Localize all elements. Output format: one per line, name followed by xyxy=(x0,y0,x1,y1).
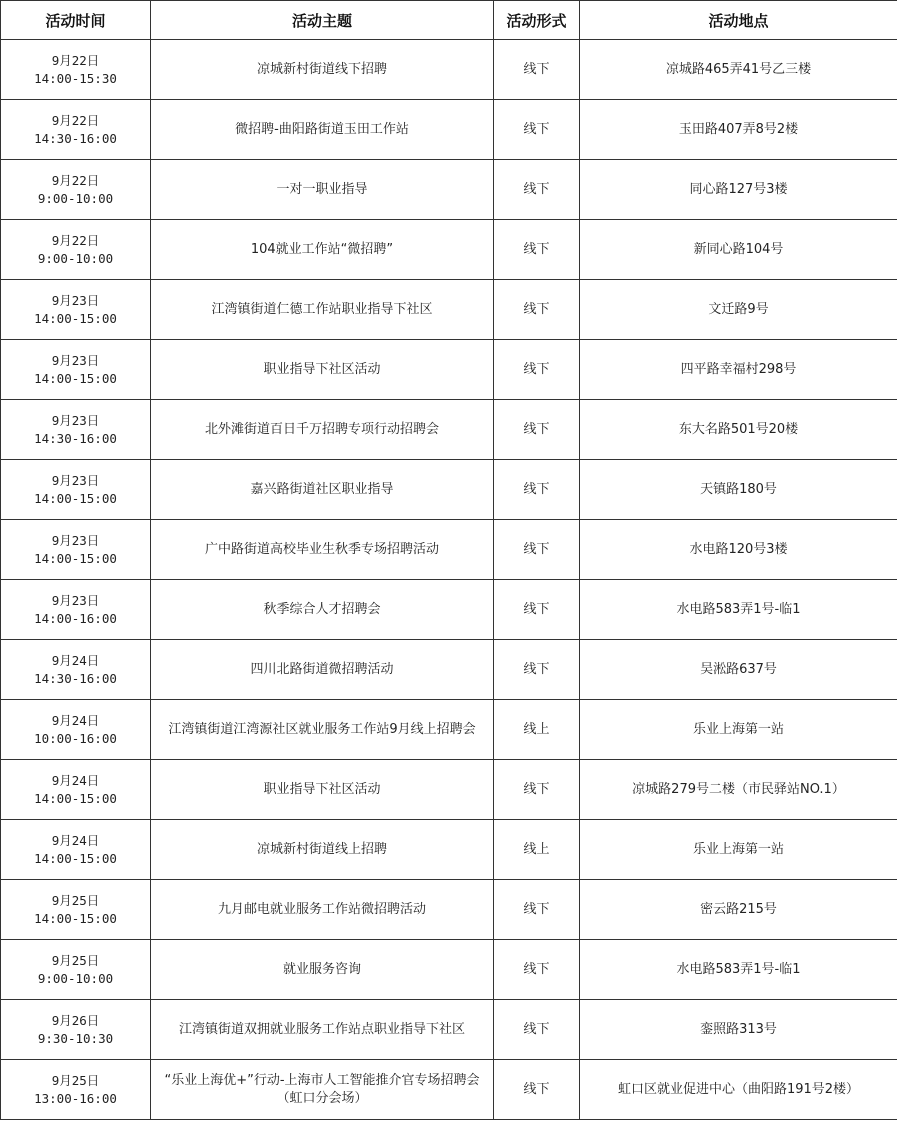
table-row xyxy=(1,760,897,820)
cell-theme: 广中路街道高校毕业生秋季专场招聘活动 xyxy=(151,520,494,580)
activity-time: 14:00-15:00 xyxy=(34,370,117,386)
cell-form: 线下 xyxy=(494,520,580,580)
table-row xyxy=(1,220,897,280)
cell-location: 密云路215号 xyxy=(580,880,897,940)
cell-time xyxy=(1,400,151,460)
cell-form: 线下 xyxy=(494,220,580,280)
activity-time: 14:00-15:00 xyxy=(34,550,117,566)
cell-time xyxy=(1,820,151,880)
cell-form: 线下 xyxy=(494,640,580,700)
cell-theme: 江湾镇街道双拥就业服务工作站点职业指导下社区 xyxy=(151,1000,494,1060)
cell-location: 吴淞路637号 xyxy=(580,640,897,700)
activity-time: 14:00-15:00 xyxy=(34,850,117,866)
cell-theme: 104就业工作站“微招聘” xyxy=(151,220,494,280)
activity-date: 9月23日 xyxy=(51,472,100,488)
activity-time: 14:30-16:00 xyxy=(34,130,117,146)
activity-time: 14:00-15:30 xyxy=(34,70,117,86)
cell-location: 水电路583弄1号-临1 xyxy=(580,940,897,1000)
cell-theme: 凉城新村街道线上招聘 xyxy=(151,820,494,880)
header-location: 活动地点 xyxy=(580,1,897,40)
activity-time: 14:00-15:00 xyxy=(34,790,117,806)
table-row xyxy=(1,940,897,1000)
activity-date: 9月22日 xyxy=(51,232,100,248)
table-row xyxy=(1,1000,897,1060)
activity-date: 9月24日 xyxy=(51,832,100,848)
cell-location: 四平路幸福村298号 xyxy=(580,340,897,400)
activity-time: 14:00-15:00 xyxy=(34,490,117,506)
cell-form: 线上 xyxy=(494,820,580,880)
cell-time xyxy=(1,280,151,340)
cell-location: 水电路583弄1号-临1 xyxy=(580,580,897,640)
activity-date: 9月25日 xyxy=(51,952,100,968)
table-row xyxy=(1,700,897,760)
cell-theme: 就业服务咨询 xyxy=(151,940,494,1000)
cell-time xyxy=(1,520,151,580)
activity-date: 9月23日 xyxy=(51,412,100,428)
activity-date: 9月24日 xyxy=(51,652,100,668)
cell-form: 线下 xyxy=(494,100,580,160)
cell-time xyxy=(1,940,151,1000)
cell-time xyxy=(1,160,151,220)
activity-date: 9月25日 xyxy=(51,892,100,908)
table-row xyxy=(1,520,897,580)
cell-form: 线下 xyxy=(494,1060,580,1120)
table-row xyxy=(1,100,897,160)
cell-form: 线下 xyxy=(494,1000,580,1060)
cell-form: 线下 xyxy=(494,40,580,100)
cell-location: 同心路127号3楼 xyxy=(580,160,897,220)
activity-date: 9月26日 xyxy=(51,1012,100,1028)
header-form: 活动形式 xyxy=(494,1,580,40)
activity-time: 13:00-16:00 xyxy=(34,1090,117,1106)
activity-time: 9:00-10:00 xyxy=(37,970,114,986)
table-row xyxy=(1,1060,897,1120)
activity-time: 14:00-15:00 xyxy=(34,310,117,326)
table-row xyxy=(1,580,897,640)
cell-time xyxy=(1,100,151,160)
cell-location: 新同心路104号 xyxy=(580,220,897,280)
cell-time xyxy=(1,340,151,400)
cell-location: 銮照路313号 xyxy=(580,1000,897,1060)
cell-theme: 北外滩街道百日千万招聘专项行动招聘会 xyxy=(151,400,494,460)
cell-location: 水电路120号3楼 xyxy=(580,520,897,580)
cell-theme: 微招聘-曲阳路街道玉田工作站 xyxy=(151,100,494,160)
activity-date: 9月22日 xyxy=(51,52,100,68)
activity-date: 9月24日 xyxy=(51,712,100,728)
cell-location: 凉城路279号二楼（市民驿站NO.1） xyxy=(580,760,897,820)
table-row xyxy=(1,640,897,700)
cell-form: 线下 xyxy=(494,940,580,1000)
cell-theme: 四川北路街道微招聘活动 xyxy=(151,640,494,700)
cell-form: 线下 xyxy=(494,340,580,400)
cell-theme: “乐业上海优+”行动-上海市人工智能推介官专场招聘会（虹口分会场） xyxy=(151,1060,494,1120)
activity-date: 9月24日 xyxy=(51,772,100,788)
cell-time xyxy=(1,700,151,760)
activity-time: 10:00-16:00 xyxy=(34,730,117,746)
cell-form: 线下 xyxy=(494,400,580,460)
header-time: 活动时间 xyxy=(1,1,151,40)
cell-location: 东大名路501号20楼 xyxy=(580,400,897,460)
cell-time xyxy=(1,880,151,940)
activity-date: 9月23日 xyxy=(51,592,100,608)
activity-time: 14:30-16:00 xyxy=(34,670,117,686)
table-row xyxy=(1,160,897,220)
cell-time xyxy=(1,580,151,640)
cell-time xyxy=(1,1060,151,1120)
activity-time: 9:00-10:00 xyxy=(37,250,114,266)
cell-time xyxy=(1,1000,151,1060)
cell-time xyxy=(1,460,151,520)
cell-location: 虹口区就业促进中心（曲阳路191号2楼） xyxy=(580,1060,897,1120)
cell-theme: 一对一职业指导 xyxy=(151,160,494,220)
cell-theme: 秋季综合人才招聘会 xyxy=(151,580,494,640)
header-theme: 活动主题 xyxy=(151,1,494,40)
cell-time xyxy=(1,760,151,820)
cell-location: 乐业上海第一站 xyxy=(580,700,897,760)
table-row xyxy=(1,880,897,940)
activity-time: 14:00-16:00 xyxy=(34,610,117,626)
activity-date: 9月25日 xyxy=(51,1072,100,1088)
table-row xyxy=(1,820,897,880)
header-row xyxy=(1,1,897,40)
activity-date: 9月23日 xyxy=(51,292,100,308)
cell-form: 线上 xyxy=(494,700,580,760)
activity-date: 9月22日 xyxy=(51,112,100,128)
cell-theme: 江湾镇街道仁德工作站职业指导下社区 xyxy=(151,280,494,340)
cell-theme: 江湾镇街道江湾源社区就业服务工作站9月线上招聘会 xyxy=(151,700,494,760)
cell-theme: 凉城新村街道线下招聘 xyxy=(151,40,494,100)
cell-location: 凉城路465弄41号乙三楼 xyxy=(580,40,897,100)
table-row xyxy=(1,400,897,460)
table-row xyxy=(1,280,897,340)
cell-location: 乐业上海第一站 xyxy=(580,820,897,880)
activity-date: 9月23日 xyxy=(51,352,100,368)
cell-theme: 嘉兴路街道社区职业指导 xyxy=(151,460,494,520)
cell-theme: 职业指导下社区活动 xyxy=(151,760,494,820)
activity-date: 9月22日 xyxy=(51,172,100,188)
table-body xyxy=(1,40,897,1120)
cell-time xyxy=(1,220,151,280)
cell-theme: 职业指导下社区活动 xyxy=(151,340,494,400)
activity-time: 14:00-15:00 xyxy=(34,910,117,926)
cell-location: 玉田路407弄8号2楼 xyxy=(580,100,897,160)
activity-time: 14:30-16:00 xyxy=(34,430,117,446)
cell-theme: 九月邮电就业服务工作站微招聘活动 xyxy=(151,880,494,940)
cell-form: 线下 xyxy=(494,760,580,820)
cell-location: 天镇路180号 xyxy=(580,460,897,520)
cell-form: 线下 xyxy=(494,580,580,640)
table-row xyxy=(1,340,897,400)
activity-date: 9月23日 xyxy=(51,532,100,548)
cell-time xyxy=(1,640,151,700)
cell-form: 线下 xyxy=(494,280,580,340)
table-row xyxy=(1,40,897,100)
cell-form: 线下 xyxy=(494,460,580,520)
cell-form: 线下 xyxy=(494,880,580,940)
activity-time: 9:30-10:30 xyxy=(37,1030,114,1046)
cell-form: 线下 xyxy=(494,160,580,220)
cell-time xyxy=(1,40,151,100)
table-row xyxy=(1,460,897,520)
cell-location: 文迁路9号 xyxy=(580,280,897,340)
activity-time: 9:00-10:00 xyxy=(37,190,114,206)
